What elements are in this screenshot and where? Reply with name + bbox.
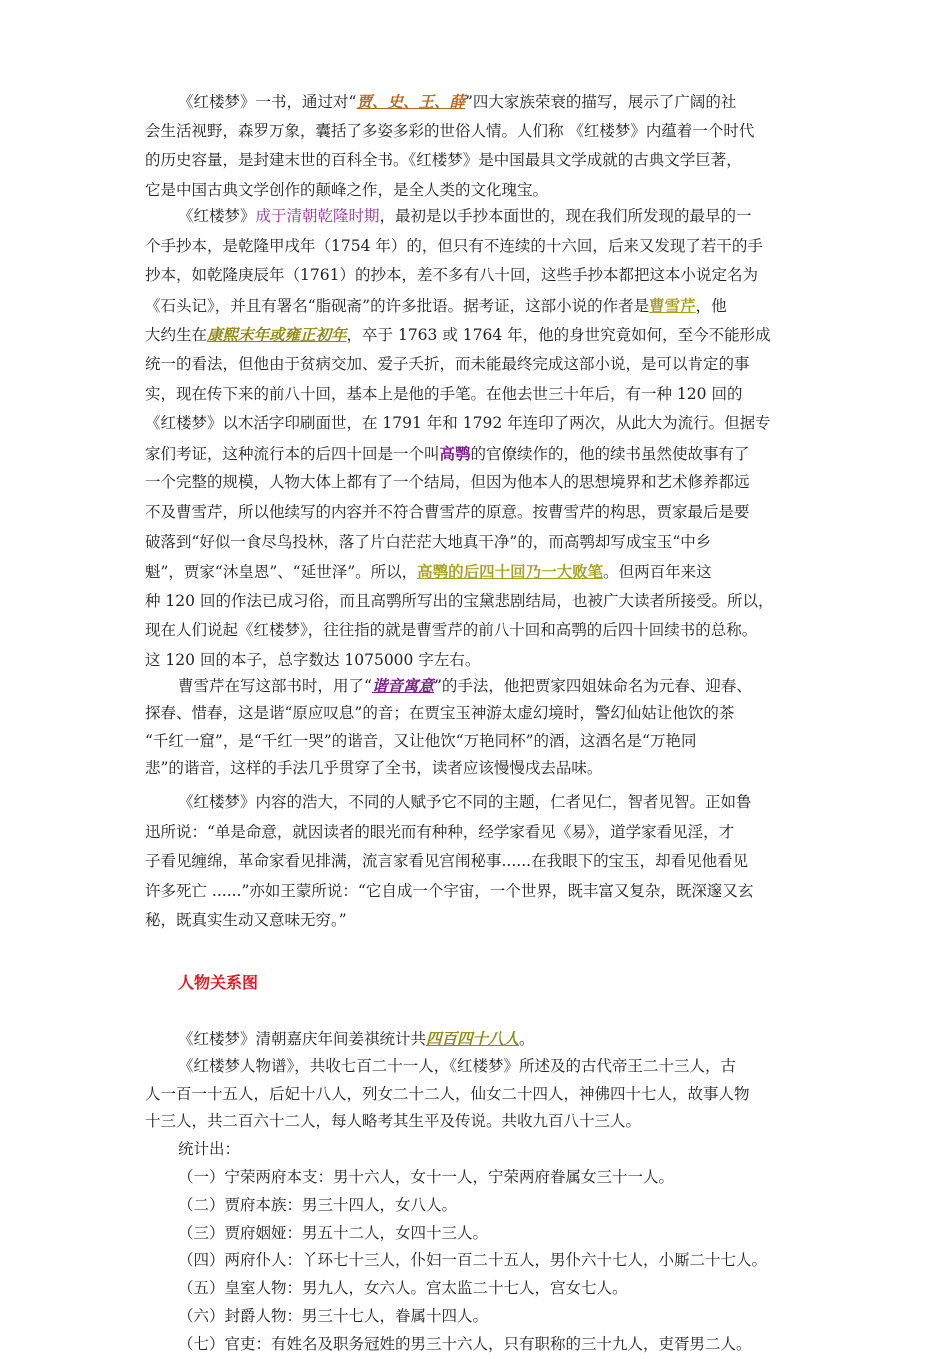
text-line [145,439,809,469]
text-line: 抄本，如乾隆庚辰年（1761）的抄本，差不多有八十回，这些手抄本都把这本小说定名为 [145,266,758,285]
highlight-qianlong: 成于清朝乾隆时期 [255,207,380,225]
text-line: 的历史容量，是封建末世的百科全书。《红楼梦》是中国最具文学成就的古典文学巨著， [145,151,742,170]
text-run: 魁”，贾家“沐皇恩”、“延世泽”。所以， [145,563,418,582]
list-item: （三）贾府姻娅：男五十二人，女四十三人。 [178,1223,489,1242]
text-run: ，他 [695,296,727,315]
text-line: 《红楼梦》以木活字印刷面世，在 1791 年和 1792 年连印了两次，从此大为流行。但据专 [145,414,771,433]
text-run: ”的手法，他把贾家四姐妹命名为元春、迎春、 [433,677,752,695]
text-line: 统计出： [178,1140,241,1159]
text-line: 实，现在传下来的前八十回，基本上是他的手笔。在他去世三十年后，有一种 120 回的 [145,384,743,403]
highlight-birth-era: 康熙末年或雍正初年 [207,325,347,345]
text-line: “千红一窟”，是“千红一哭”的谐音，又让他饮“万艳同杯”的酒，这酒名是“万艳同 [145,731,697,750]
text-run: 。但两百年来这 [603,563,712,582]
text-run: 曹雪芹在写这部书时，用了“ [178,677,372,695]
text-line [145,557,809,587]
list-item: （六）封爵人物：男三十七人，眷属十四人。 [178,1306,489,1325]
text-run: 《红楼梦》一书，通过对“ [178,93,357,111]
highlight-homophone: 谐音寓意 [371,676,434,695]
text-line: 《红楼梦人物谱》，共收七百二十一人，《红楼梦》所述及的古代帝王二十三人，古 [178,1056,737,1075]
list-item: （二）贾府本族：男三十四人，女八人。 [178,1195,458,1214]
text-line: 探春、惜春，这是谐“原应叹息”的音；在贾宝玉神游太虚幻境时，警幻仙姑让他饮的茶 [145,703,735,722]
text-line [145,1025,809,1053]
list-item: （五）皇室人物：男九人，女六人。宫太监二十七人，宫女七人。 [178,1279,628,1298]
text-run: ，卒于 1763 或 1764 年，他的身世究竟如何，至今不能形成 [346,326,771,345]
text-line: 这 120 回的本子，总字数达 1075000 字左右。 [145,650,481,669]
text-run: 大约生在 [145,326,208,345]
text-run: 《石头记》，并且有署名“脂砚斋”的许多批语。据考证，这部小说的作者是 [145,296,650,315]
text-line: 不及曹雪芹，所以他续写的内容并不符合曹雪芹的原意。按曹雪芹的构思，贾家最后是要 [145,502,750,521]
text-line: 秘，既真实生动又意味无穷。” [145,911,347,930]
highlight-gao-e: 高鹗 [439,443,471,463]
text-line: 人一百一十五人，后妃十八人，列女二十二人，仙女二十四人，神佛四十七人，故事人物 [145,1084,750,1103]
text-line: 个手抄本，是乾隆甲戌年（1754 年）的，但只有不连续的十六回，后来又发现了若干的手 [145,236,763,255]
text-line: 种 120 回的作法已成习俗，而且高鹗所写出的宝黛悲剧结局，也被广大读者所接受。所以， [145,591,774,610]
text-run: ”四大家族荣衰的描写，展示了广阔的社 [464,93,737,111]
text-line: 许多死亡 ......”亦如王蒙所说：“它自成一个宇宙，一个世界，既丰富又复杂，既深邃又玄 [145,881,754,900]
text-run: ，最初是以手抄本面世的，现在我们所发现的最早的一 [379,207,752,225]
text-run: 家们考证，这种流行本的后四十回是一个叫 [145,444,440,463]
text-line [145,291,809,321]
text-line [145,672,809,700]
paragraph-intro [145,87,809,205]
text-line: 现在人们说起《红楼梦》，往往指的就是曹雪芹的前八十回和高鹗的后四十回续书的总称。 [145,621,758,640]
paragraph-homophone [145,672,809,783]
text-line: 子看见缠绵，革命家看见排满，流言家看见宫闱秘事......在我眼下的宝玉，却看见他看见 [145,852,749,871]
text-run: 。 [519,1030,535,1048]
text-line: 它是中国古典文学创作的颠峰之作，是全人类的文化瑰宝。 [145,180,549,199]
paragraph-history [145,202,809,676]
text-line: 破落到“好似一食尽鸟投林，落了片白茫茫大地真干净”的，而高鹗却写成宝玉“中乡 [145,532,712,551]
text-line: 十三人，共二百六十二人，每人略考其生平及传说。共收九百八十三人。 [145,1112,642,1131]
text-line: 《红楼梦》内容的浩大，不同的人赋予它不同的主题，仁者见仁，智者见智。正如鲁 [178,793,752,811]
highlight-four-families: 贾、史、王、薛 [356,92,465,111]
text-line: 统一的看法，但他由于贫病交加、爱子夭折，而未能最终完成这部小说，是可以肯定的事 [145,354,750,373]
text-line: 迅所说：“单是命意，就因读者的眼光而有种种，经学家看见《易》，道学家看见淫，才 [145,822,735,841]
text-run: 《红楼梦》 [178,207,256,225]
text-line: 一个完整的规模，人物大体上都有了一个结局，但因为他本人的思想境界和艺术修养都远 [145,473,750,492]
highlight-count: 四百四十八人 [426,1029,520,1048]
text-line [145,87,809,117]
text-line [145,320,809,350]
paragraph-themes [145,788,809,936]
section-heading: 人物关系图 [178,973,259,992]
highlight-author: 曹雪芹 [649,295,696,315]
highlight-failure: 高鹗的后四十回乃一大败笔 [417,562,604,582]
text-line [145,202,809,232]
statistics-list [178,1164,818,1359]
text-line: 会生活视野，森罗万象，囊括了多姿多彩的世俗人情。人们称 《红楼梦》内蕴着一个时代 [145,121,755,140]
paragraph-statistics [145,1025,809,1164]
text-run: 的官僚续作的，他的续书虽然使故事有了 [470,444,750,463]
list-item: （四）两府仆人：丫环七十三人，仆妇一百二十五人，男仆六十七人，小厮二十七人。 [178,1251,768,1270]
list-item: （一）宁荣两府本支：男十六人，女十一人，宁荣两府眷属女三十一人。 [178,1168,675,1186]
text-run: 《红楼梦》清朝嘉庆年间姜祺统计共 [178,1030,427,1048]
list-item: （七）官吏：有姓名及职务冠姓的男三十六人，只有职称的三十九人，吏胥男二人。 [178,1334,752,1353]
text-line: 悲”的谐音，这样的手法几乎贯穿了全书，读者应该慢慢戌去品味。 [145,759,603,778]
